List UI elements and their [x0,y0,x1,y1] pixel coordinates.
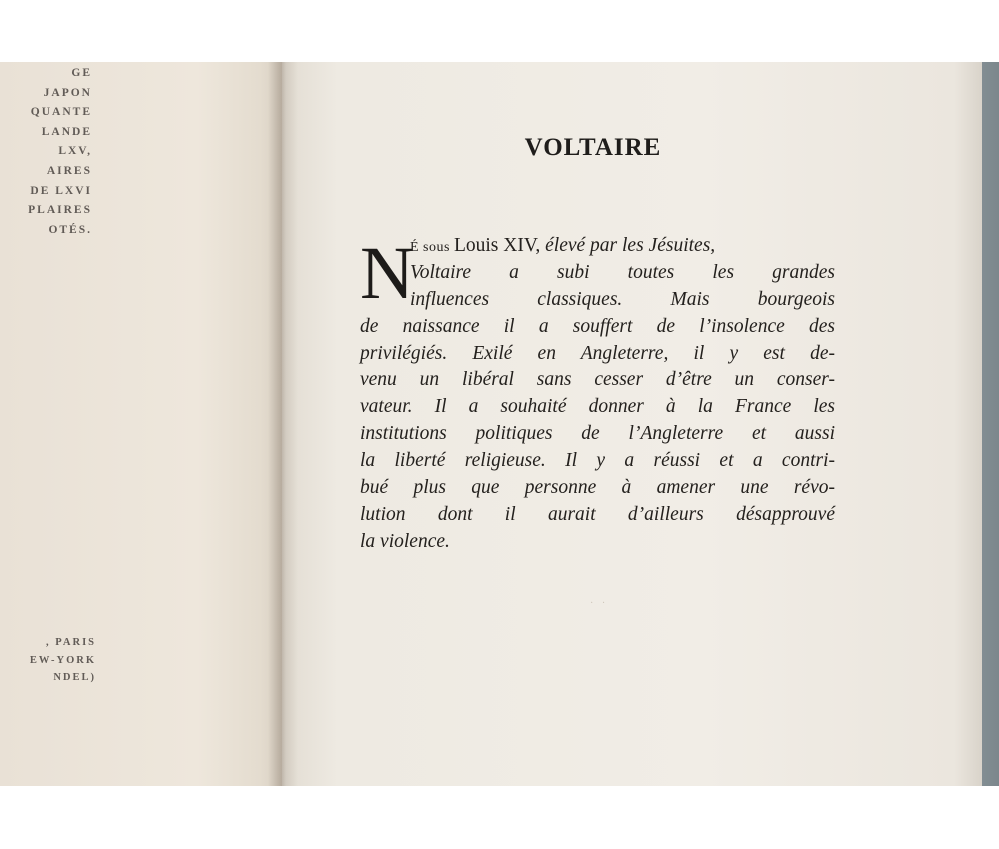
body-paragraph [360,233,835,556]
text-line: É sous Louis XIV, élevé par les Jésuites, [410,235,716,256]
left-page [0,62,282,786]
left-text-line: GE [71,67,92,79]
text-line: Voltaire a subi toutes les grandes [410,261,835,283]
drop-cap: N [360,232,415,315]
left-text-line: LANDE [41,125,92,138]
left-text-line: JAPON [43,86,92,99]
text-line: venu un libéral sans cesser d’être un conser- [360,369,835,391]
book-gutter [268,62,298,786]
text-line: de naissance il a souffert de l’insolence des [360,315,835,337]
left-text-line: EW-YORK [29,654,96,666]
left-text-line: PLAIRES [28,204,92,217]
text-line: lution dont il aurait d’ailleurs désapprouvé [360,503,835,525]
book-photo [0,62,999,786]
text-line: institutions politiques de l’Angleterre et aussi [360,423,835,445]
paper-specks: · · [590,598,609,609]
text-line: bué plus que personne à amener une révo- [360,477,835,499]
text-line: la violence. [360,530,450,552]
text-line: influences classiques. Mais bourgeois [410,288,835,310]
left-page-text-bottom [0,634,96,687]
left-text-line: , PARIS [46,637,96,648]
text-line: la liberté religieuse. Il y a réussi et a contri- [360,450,835,472]
left-page-text-top [0,64,92,240]
left-text-line: AIRES [46,164,92,177]
left-text-line: DE LXVI [30,184,92,197]
left-text-line: NDEL) [53,672,96,683]
left-text-line: LXV, [58,145,92,158]
text-line: privilégiés. Exilé en Angleterre, il y est de- [360,342,835,364]
left-text-line: OTÉS. [48,223,92,236]
left-text-line: QUANTE [30,106,92,119]
text-line: vateur. Il a souhaité donner à la France les [360,396,835,418]
page-title: VOLTAIRE [524,134,662,161]
